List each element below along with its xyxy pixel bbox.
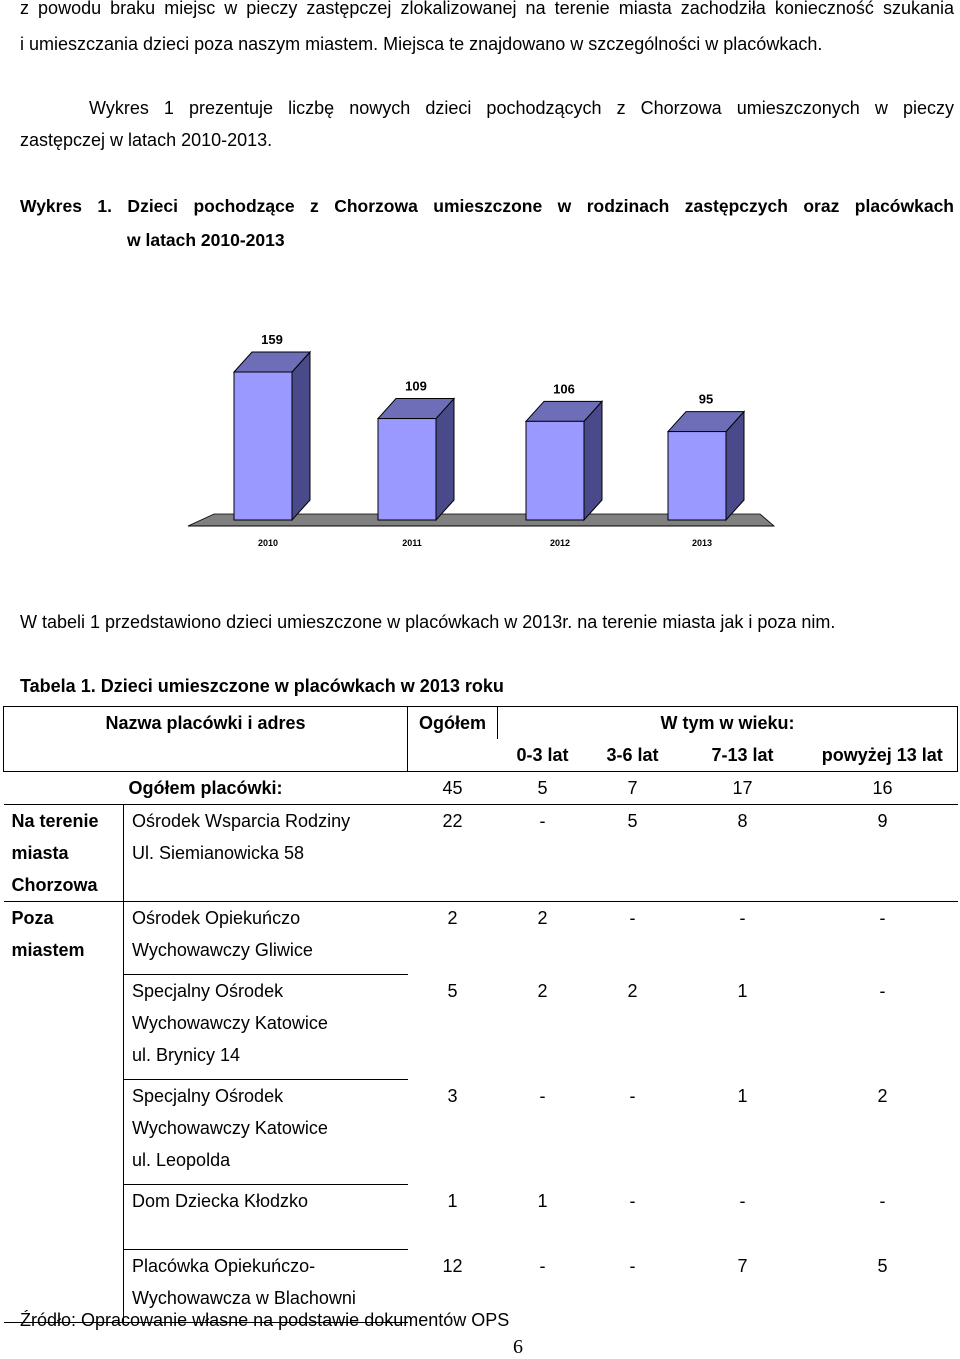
facility-name-line: Wychowawczy Katowice xyxy=(132,1118,328,1138)
placements-table xyxy=(3,706,958,1323)
bar-chart xyxy=(0,300,960,570)
value-total: 22 xyxy=(408,805,498,902)
facility-name-line: Wychowawcza w Blachowni xyxy=(132,1288,356,1308)
summary-age-13-plus: 16 xyxy=(808,772,958,805)
intro-paragraph-2-line-1: Wykres 1 prezentuje liczbę nowych dzieci pochodzących z Chorzowa umieszczonych w pieczy xyxy=(89,98,954,118)
header-age-group: W tym w wieku: xyxy=(498,707,958,740)
facility-name-line: Wychowawczy Katowice xyxy=(132,1013,328,1033)
value-age-13-plus: - xyxy=(879,980,886,1001)
value-total: 1 xyxy=(447,1190,458,1211)
data-label-2011: 109 xyxy=(405,378,427,394)
bar-side-2010 xyxy=(292,352,310,520)
table-intro: W tabeli 1 przedstawiono dzieci umieszczone w placówkach w 2013r. na terenie miasta jak i poza nim. xyxy=(20,612,836,632)
value-age-13-plus: - xyxy=(879,1190,886,1211)
tick-label-2013: 2013 xyxy=(691,538,713,548)
summary-total: 45 xyxy=(408,772,498,805)
value-age-7-13: 8 xyxy=(678,805,808,902)
page-number: 6 xyxy=(513,1336,523,1358)
header-total: Ogółem xyxy=(408,707,498,740)
facility-name xyxy=(124,902,408,975)
table-row xyxy=(4,902,958,975)
facility-name-line: ul. Leopolda xyxy=(132,1150,231,1170)
value-total: 12 xyxy=(442,1255,463,1276)
value-age-7-13: - xyxy=(739,1190,746,1211)
figure-caption-line-2: w latach 2010-2013 xyxy=(127,230,285,250)
facility-name-line: ul. Brynicy 14 xyxy=(132,1045,241,1065)
value-age-13-plus: 5 xyxy=(877,1255,888,1276)
value-age-13-plus: 2 xyxy=(877,1085,888,1106)
data-label-2010: 159 xyxy=(261,332,283,347)
facility-name xyxy=(124,805,408,902)
facility-name xyxy=(124,1185,408,1250)
group-label-line: miastem xyxy=(11,940,85,960)
tick-label-2010: 2010 xyxy=(257,538,279,548)
summary-age-0-3: 5 xyxy=(498,772,588,805)
bar-2012 xyxy=(526,421,584,520)
group-label-line: Chorzowa xyxy=(11,875,98,895)
value-age-3-6: - xyxy=(629,1255,636,1276)
group-label xyxy=(4,805,124,902)
value-age-3-6: - xyxy=(629,1190,636,1211)
value-age-0-3: 1 xyxy=(537,1190,548,1211)
table-row xyxy=(4,1185,958,1250)
table-summary-row xyxy=(4,772,958,805)
facility-name-line: Ul. Siemianowicka 58 xyxy=(132,843,305,863)
value-age-7-13: 7 xyxy=(737,1255,748,1276)
table-header-row-1 xyxy=(4,707,958,740)
facility-name-line: Specjalny Ośrodek xyxy=(132,981,284,1001)
value-age-0-3: - xyxy=(539,1085,546,1106)
value-age-7-13: - xyxy=(739,908,746,928)
facility-name-line: Wychowawczy Gliwice xyxy=(132,940,313,960)
value-age-0-3: - xyxy=(539,1255,546,1276)
group-label-line: miasta xyxy=(11,843,69,863)
intro-paragraph-2-line-2: zastępczej w latach 2010-2013. xyxy=(20,130,273,150)
value-age-0-3: 2 xyxy=(537,908,548,928)
table-caption: Tabela 1. Dzieci umieszczone w placówkach w 2013 roku xyxy=(20,676,504,696)
facility-name-line: Placówka Opiekuńczo- xyxy=(132,1256,316,1276)
data-label-2012: 106 xyxy=(553,381,575,397)
figure-caption-line-1: Wykres 1. Dzieci pochodzące z Chorzowa umieszczone w rodzinach zastępczych oraz placówkach xyxy=(20,196,954,216)
table-row xyxy=(4,1080,958,1185)
bar-side-2011 xyxy=(436,399,454,520)
bar-2013 xyxy=(668,432,726,520)
header-age-0-3: 0-3 lat xyxy=(498,739,588,772)
header-age-13-plus: powyżej 13 lat xyxy=(808,739,958,772)
value-age-13-plus: - xyxy=(879,908,886,928)
value-age-7-13: 1 xyxy=(737,980,748,1001)
intro-line-2: i umieszczania dzieci poza naszym miastem. Miejsca te znajdowano w szczególności w placówkach. xyxy=(20,34,823,54)
bar-2011 xyxy=(378,419,436,520)
value-age-13-plus: 9 xyxy=(808,805,958,902)
value-age-0-3: 2 xyxy=(537,980,548,1001)
intro-line-1: z powodu braku miejsc w pieczy zastępczej zlokalizowanej na terenie miasta zachodziła konieczność szukania xyxy=(20,0,954,18)
value-age-3-6: - xyxy=(629,908,636,928)
summary-label: Ogółem placówki: xyxy=(4,772,408,805)
table-header-row-2 xyxy=(4,739,958,772)
value-age-3-6: - xyxy=(629,1085,636,1106)
header-name: Nazwa placówki i adres xyxy=(4,707,408,740)
summary-age-7-13: 17 xyxy=(678,772,808,805)
facility-name-line: Ośrodek Wsparcia Rodziny xyxy=(132,811,351,831)
bar-2010 xyxy=(234,372,292,520)
facility-name xyxy=(124,975,408,1080)
value-age-0-3: - xyxy=(498,805,588,902)
group-label xyxy=(4,902,124,1323)
value-total: 5 xyxy=(447,980,458,1001)
header-age-3-6: 3-6 lat xyxy=(588,739,678,772)
facility-name-line: Specjalny Ośrodek xyxy=(132,1086,284,1106)
facility-name-line: Dom Dziecka Kłodzko xyxy=(132,1191,309,1211)
value-age-3-6: 2 xyxy=(627,980,638,1001)
summary-age-3-6: 7 xyxy=(588,772,678,805)
value-age-7-13: 1 xyxy=(737,1085,748,1106)
facility-name xyxy=(124,1080,408,1185)
value-age-3-6: 5 xyxy=(588,805,678,902)
tick-label-2011: 2011 xyxy=(402,538,422,548)
data-label-2013: 95 xyxy=(698,391,714,407)
bar-side-2012 xyxy=(584,401,602,520)
tick-label-2012: 2012 xyxy=(549,538,571,548)
table-row xyxy=(4,805,958,902)
group-label-line: Poza xyxy=(11,908,54,928)
value-total: 3 xyxy=(447,1085,458,1106)
header-age-7-13: 7-13 lat xyxy=(678,739,808,772)
source-note: Źródło: Opracowanie własne na podstawie dokumentów OPS xyxy=(20,1310,510,1330)
group-label-line: Na terenie xyxy=(11,811,99,831)
table-row xyxy=(4,975,958,1080)
value-total: 2 xyxy=(447,908,458,928)
facility-name-line: Ośrodek Opiekuńczo xyxy=(132,908,301,928)
